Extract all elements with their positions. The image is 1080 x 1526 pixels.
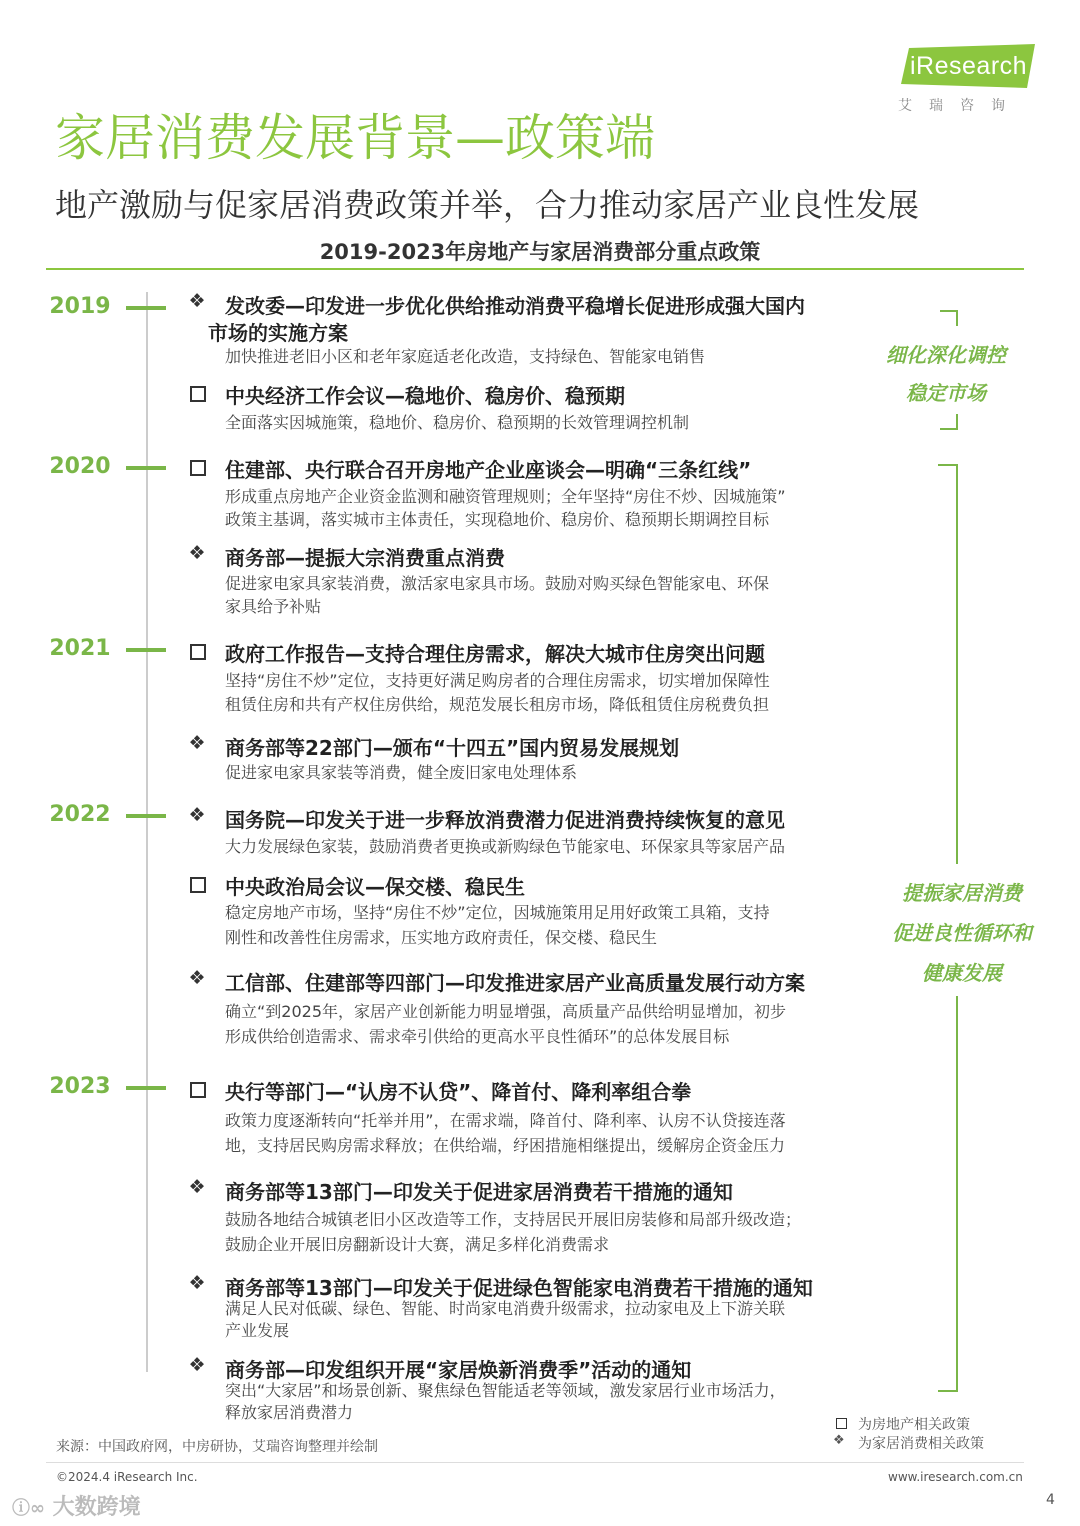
policy-title: 国务院—印发关于进一步释放消费潜力促进消费持续恢复的意见: [225, 808, 785, 832]
policy-title: 住建部、央行联合召开房地产企业座谈会—明确“三条红线”: [225, 458, 752, 482]
year-tick: [126, 648, 166, 652]
page-subtitle: 地产激励与促家居消费政策并举，合力推动家居产业良性发展: [55, 186, 920, 224]
side-label-bottom-1: 提振家居消费: [902, 881, 1022, 905]
policy-title: 政府工作报告—支持合理住房需求，解决大城市住房突出问题: [225, 642, 765, 666]
policy-desc: 鼓励各地结合城镇老旧小区改造等工作，支持居民开展旧房装修和局部升级改造；: [225, 1210, 802, 1229]
watermark-text: 大数跨境: [52, 1495, 141, 1520]
legend-diamond-label: 为家居消费相关政策: [858, 1436, 984, 1452]
policy-desc: 大力发展绿色家装，鼓励消费者更换或新购绿色节能家电、环保家具等家居产品: [225, 837, 786, 856]
policy-title: 央行等部门—“认房不认贷”、降首付、降利率组合拳: [225, 1080, 692, 1104]
timeline-axis: [146, 292, 148, 1372]
policy-title: 工信部、住建部等四部门—印发推进家居产业高质量发展行动方案: [225, 971, 805, 995]
bracket-bottom-line-lower: [956, 996, 958, 1392]
year-tick: [126, 814, 166, 818]
policy-desc: 形成供给创造需求、需求牵引供给的更高水平良性循环”的总体发展目标: [225, 1027, 730, 1046]
chart-title: 2019-2023年房地产与家居消费部分重点政策: [319, 240, 761, 264]
diamond-bullet-icon: ❖: [188, 732, 206, 754]
bracket-top-cap-bottom: [940, 428, 958, 430]
page-title: 家居消费发展背景—政策端: [55, 109, 655, 167]
diamond-bullet-icon: ❖: [188, 1272, 206, 1294]
diamond-bullet-icon: ❖: [188, 1354, 206, 1376]
side-label-bottom-2: 促进良性循环和: [892, 921, 1032, 945]
year-2023: 2023: [49, 1074, 111, 1099]
year-tick: [126, 306, 166, 310]
side-label-top-2: 稳定市场: [906, 381, 986, 405]
policy-desc: 租赁住房和共有产权住房供给，规范发展长租房市场，降低租赁住房税费负担: [225, 695, 770, 714]
policy-title: 商务部—提振大宗消费重点消费: [225, 546, 505, 570]
side-label-top-1: 细化深化调控: [886, 343, 1006, 367]
policy-title: 商务部等13部门—印发关于促进家居消费若干措施的通知: [225, 1180, 733, 1204]
bracket-top-stub: [956, 310, 958, 326]
year-2019: 2019: [49, 294, 111, 319]
policy-desc: 鼓励企业开展旧房翻新设计大赛，满足多样化消费需求: [225, 1235, 610, 1254]
footer-divider: [46, 1462, 1024, 1463]
policy-desc: 形成重点房地产企业资金监测和融资管理规则；全年坚持“房住不炒、因城施策”: [225, 487, 786, 506]
diamond-bullet-icon: ❖: [188, 290, 206, 312]
box-bullet-icon: [190, 1082, 206, 1098]
legend-diamond-icon: ❖: [833, 1433, 845, 1448]
title-divider: [46, 268, 1024, 270]
policy-desc: 政策主基调，落实城市主体责任，实现稳地价、稳房价、稳预期长期调控目标: [225, 510, 770, 529]
box-bullet-icon: [190, 877, 206, 893]
policy-desc: 满足人民对低碳、绿色、智能、时尚家电消费升级需求，拉动家电及上下游关联: [225, 1299, 786, 1318]
policy-title: 中央政治局会议—保交楼、稳民生: [225, 875, 525, 899]
footer-url[interactable]: www.iresearch.com.cn: [888, 1470, 1023, 1484]
year-2022: 2022: [49, 802, 111, 827]
policy-title: 商务部等13部门—印发关于促进绿色智能家电消费若干措施的通知: [225, 1276, 813, 1300]
policy-desc: 刚性和改善性住房需求，压实地方政府责任，保交楼、稳民生: [225, 928, 658, 947]
side-label-bottom-3: 健康发展: [922, 961, 1002, 985]
policy-desc: 促进家电家具家装消费，激活家电家具市场。鼓励对购买绿色智能家电、环保: [225, 574, 770, 593]
watermark: [12, 1490, 141, 1521]
legend-box-label: 为房地产相关政策: [858, 1417, 970, 1433]
policy-desc: 产业发展: [225, 1321, 290, 1340]
policy-title: 发改委—印发进一步优化供给推动消费平稳增长促进形成强大国内: [225, 294, 805, 318]
year-tick: [126, 1086, 166, 1090]
legend-box-icon: [836, 1418, 847, 1429]
policy-desc: 稳定房地产市场，坚持“房住不炒”定位，因城施策用足用好政策工具箱，支持: [225, 903, 770, 922]
bracket-bottom-cap: [938, 464, 958, 466]
source-note: 来源：中国政府网，中房研协，艾瑞咨询整理并绘制: [56, 1439, 378, 1455]
policy-desc: 地，支持居民购房需求释放；在供给端，纾困措施相继提出，缓解房企资金压力: [225, 1136, 786, 1155]
page-number: 4: [1046, 1492, 1055, 1508]
policy-desc: 全面落实因城施策，稳地价、稳房价、稳预期的长效管理调控机制: [225, 413, 690, 432]
bracket-bottom-line-upper: [956, 464, 958, 864]
box-bullet-icon: [190, 386, 206, 402]
logo-text: iResearch: [910, 52, 1028, 80]
copyright: ©2024.4 iResearch Inc.: [56, 1470, 198, 1484]
year-2020: 2020: [49, 454, 111, 479]
policy-desc: 释放家居消费潜力: [225, 1403, 354, 1422]
policy-desc: 加快推进老旧小区和老年家庭适老化改造，支持绿色、智能家电销售: [225, 347, 706, 366]
year-2021: 2021: [49, 636, 111, 661]
diamond-bullet-icon: ❖: [188, 542, 206, 564]
box-bullet-icon: [190, 644, 206, 660]
policy-title: 中央经济工作会议—稳地价、稳房价、稳预期: [225, 384, 625, 408]
diamond-bullet-icon: ❖: [188, 967, 206, 989]
policy-desc: 促进家电家具家装等消费，健全废旧家电处理体系: [225, 763, 578, 782]
watermark-logo-icon: ⓘ∞: [12, 1498, 45, 1519]
box-bullet-icon: [190, 460, 206, 476]
policy-desc: 突出“大家居”和场景创新、聚焦绿色智能适老等领域，激发家居行业市场活力，: [225, 1381, 786, 1400]
policy-title-cont: 市场的实施方案: [208, 321, 348, 345]
year-tick: [126, 466, 166, 470]
policy-desc: 坚持“房住不炒”定位，支持更好满足购房者的合理住房需求，切实增加保障性: [225, 671, 770, 690]
logo-subtitle: 艾瑞咨询: [898, 98, 1022, 114]
policy-desc: 家具给予补贴: [225, 597, 322, 616]
policy-desc: 确立“到2025年，家居产业创新能力明显增强，高质量产品供给明显增加，初步: [225, 1002, 787, 1021]
diamond-bullet-icon: ❖: [188, 1176, 206, 1198]
policy-title: 商务部等22部门—颁布“十四五”国内贸易发展规划: [225, 736, 680, 760]
diamond-bullet-icon: ❖: [188, 804, 206, 826]
policy-title: 商务部—印发组织开展“家居焕新消费季”活动的通知: [225, 1358, 692, 1382]
policy-desc: 政策力度逐渐转向“托举并用”，在需求端，降首付、降利率、认房不认贷接连落: [225, 1111, 786, 1130]
bracket-bottom-cap-bottom: [938, 1390, 958, 1392]
